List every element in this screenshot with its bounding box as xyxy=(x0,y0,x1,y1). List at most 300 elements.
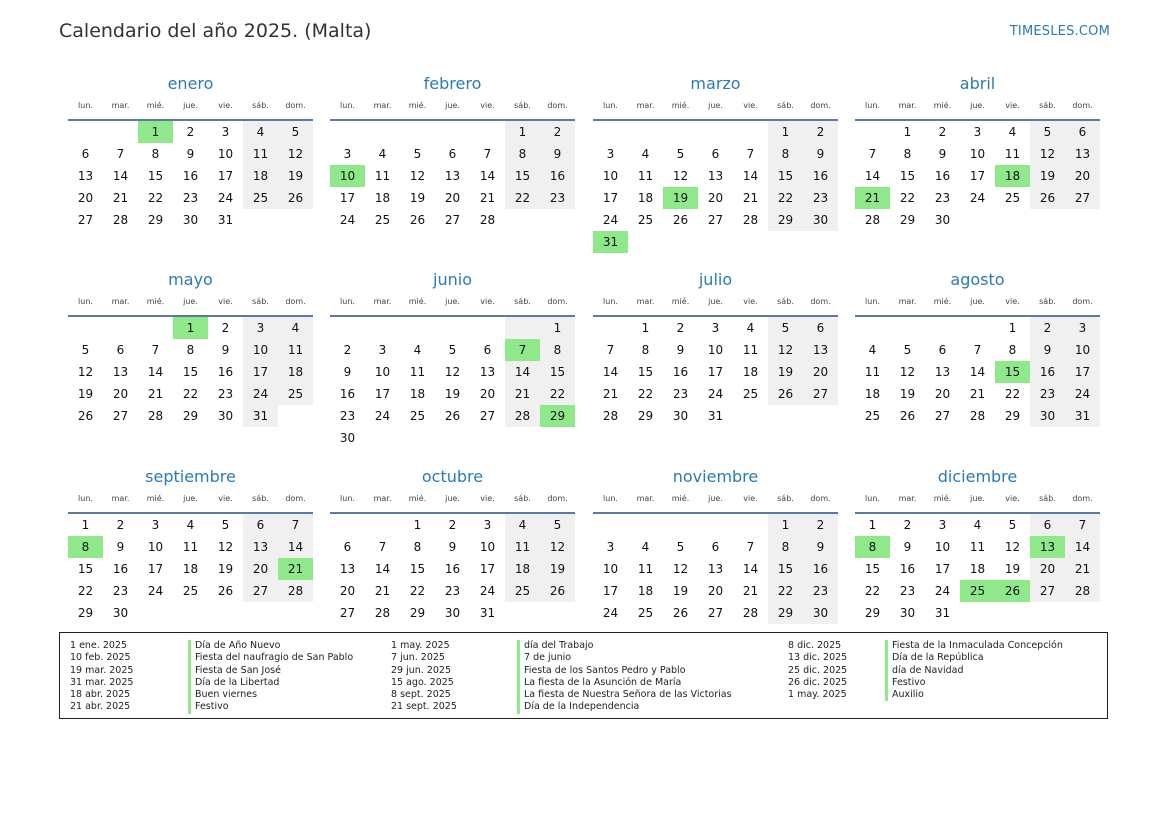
calendar-day: 13 xyxy=(339,562,356,576)
calendar-day: 5 xyxy=(540,514,575,536)
calendar-day: 3 xyxy=(711,321,720,335)
calendar-day: 12 xyxy=(540,536,575,558)
weekday-label: mié. xyxy=(146,101,165,110)
calendar-day: 24 xyxy=(374,409,391,423)
weekday-header xyxy=(330,491,575,507)
weekday-label: vie. xyxy=(218,297,233,306)
weekday-label: lun. xyxy=(78,101,93,110)
calendar-day: 23 xyxy=(112,584,129,598)
calendar-day: 2 xyxy=(938,125,947,139)
weekday-label: sáb. xyxy=(514,297,531,306)
calendar-day: 22 xyxy=(147,191,164,205)
weekday-label: lun. xyxy=(603,101,618,110)
month-diciembre xyxy=(855,467,1100,624)
empty-day-cell xyxy=(278,405,313,427)
holiday-name: Día de la República xyxy=(885,652,984,664)
calendar-day: 16 xyxy=(1030,361,1065,383)
weekday-label: mié. xyxy=(671,494,690,503)
empty-day-cell xyxy=(890,317,925,339)
calendar-day: 26 xyxy=(278,187,313,209)
calendar-day: 22 xyxy=(637,387,654,401)
calendar-day: 5 xyxy=(676,147,685,161)
calendar-day: 4 xyxy=(278,317,313,339)
calendar-day: 5 xyxy=(448,343,457,357)
calendar-day: 11 xyxy=(505,536,540,558)
calendar-day: 16 xyxy=(339,387,356,401)
calendar-day: 14 xyxy=(742,562,759,576)
calendar-day: 8 xyxy=(855,536,890,558)
calendar-day: 30 xyxy=(182,213,199,227)
calendar-day: 8 xyxy=(903,147,912,161)
calendar-day: 12 xyxy=(444,365,461,379)
calendar-day: 7 xyxy=(483,147,492,161)
calendar-day: 4 xyxy=(378,147,387,161)
calendar-day: 18 xyxy=(278,361,313,383)
weekday-label: dom. xyxy=(285,494,306,503)
calendar-day: 7 xyxy=(1065,514,1100,536)
calendar-day: 26 xyxy=(77,409,94,423)
calendar-day: 12 xyxy=(899,365,916,379)
holiday-date: 19 mar. 2025 xyxy=(70,664,134,676)
calendar-day: 28 xyxy=(278,580,313,602)
empty-day-cell xyxy=(803,231,838,253)
calendar-day: 7 xyxy=(278,514,313,536)
calendar-day: 13 xyxy=(1065,143,1100,165)
weekday-label: mar. xyxy=(636,297,655,306)
weekday-header xyxy=(855,294,1100,310)
calendar-day: 12 xyxy=(672,562,689,576)
calendar-day: 10 xyxy=(217,147,234,161)
empty-day-cell xyxy=(593,121,628,143)
calendar-day: 27 xyxy=(1065,187,1100,209)
calendar-day: 11 xyxy=(742,343,759,357)
calendar-day: 3 xyxy=(606,147,615,161)
calendar-day: 19 xyxy=(663,187,698,209)
calendar-day: 12 xyxy=(217,540,234,554)
empty-day-cell xyxy=(173,602,208,624)
weekday-label: dom. xyxy=(810,494,831,503)
empty-day-cell xyxy=(855,317,890,339)
calendar-day: 20 xyxy=(339,584,356,598)
calendar-day: 20 xyxy=(479,387,496,401)
calendar-day: 20 xyxy=(934,387,951,401)
holiday-date: 31 mar. 2025 xyxy=(70,676,134,688)
calendar-day: 11 xyxy=(243,143,278,165)
calendar-day: 6 xyxy=(448,147,457,161)
calendar-day: 24 xyxy=(147,584,164,598)
brand-link[interactable]: TIMESLES.COM xyxy=(1009,24,1110,39)
weekday-label: vie. xyxy=(480,494,495,503)
weekday-label: mar. xyxy=(898,101,917,110)
weekday-label: vie. xyxy=(218,494,233,503)
calendar-day: 1 xyxy=(81,518,90,532)
calendar-day: 19 xyxy=(672,584,689,598)
calendar-day: 13 xyxy=(479,365,496,379)
calendar-day: 20 xyxy=(803,361,838,383)
empty-day-cell xyxy=(400,427,435,449)
calendar-day: 8 xyxy=(1008,343,1017,357)
empty-day-cell xyxy=(208,602,243,624)
calendar-day: 16 xyxy=(803,165,838,187)
empty-day-cell xyxy=(505,602,540,624)
empty-day-cell xyxy=(505,209,540,231)
calendar-day: 18 xyxy=(637,584,654,598)
month-julio xyxy=(593,270,838,427)
calendar-day: 22 xyxy=(540,383,575,405)
calendar-day: 4 xyxy=(1008,125,1017,139)
calendar-day: 19 xyxy=(540,558,575,580)
calendar-day: 7 xyxy=(606,343,615,357)
calendar-day: 13 xyxy=(707,562,724,576)
empty-day-cell xyxy=(698,231,733,253)
calendar-day: 4 xyxy=(243,121,278,143)
holiday-date: 26 dic. 2025 xyxy=(788,676,848,688)
calendar-day: 16 xyxy=(444,562,461,576)
weekday-label: dom. xyxy=(547,101,568,110)
calendar-day: 29 xyxy=(768,209,803,231)
weekday-label: mar. xyxy=(636,494,655,503)
calendar-day: 31 xyxy=(593,231,628,253)
holiday-name: 7 de junio xyxy=(517,652,571,664)
calendar-day: 28 xyxy=(505,405,540,427)
calendar-day: 24 xyxy=(339,213,356,227)
calendar-day: 11 xyxy=(278,339,313,361)
holiday-date: 8 sept. 2025 xyxy=(391,689,451,701)
calendar-day: 17 xyxy=(602,191,619,205)
weekday-label: jue. xyxy=(970,297,985,306)
calendar-day: 1 xyxy=(768,514,803,536)
calendar-day: 13 xyxy=(1030,536,1065,558)
calendar-day: 10 xyxy=(602,562,619,576)
calendar-day: 11 xyxy=(182,540,199,554)
calendar-day: 5 xyxy=(1008,518,1017,532)
calendar-day: 15 xyxy=(768,558,803,580)
calendar-day: 28 xyxy=(1065,580,1100,602)
holiday-name: Festivo xyxy=(885,677,926,689)
empty-day-cell xyxy=(663,121,698,143)
weekday-label: dom. xyxy=(1072,494,1093,503)
calendar-day: 6 xyxy=(938,343,947,357)
weekday-label: vie. xyxy=(480,101,495,110)
calendar-day: 1 xyxy=(903,125,912,139)
empty-day-cell xyxy=(960,209,995,231)
calendar-day: 26 xyxy=(444,409,461,423)
empty-day-cell xyxy=(1030,602,1065,624)
weekday-header xyxy=(330,98,575,114)
empty-day-cell xyxy=(768,405,803,427)
calendar-day: 2 xyxy=(186,125,195,139)
calendar-day: 14 xyxy=(742,169,759,183)
empty-day-cell xyxy=(698,514,733,536)
empty-day-cell xyxy=(995,209,1030,231)
calendar-day: 14 xyxy=(479,169,496,183)
weekday-label: lun. xyxy=(603,297,618,306)
empty-day-cell xyxy=(470,317,505,339)
holiday-name: La fiesta de la Asunción de María xyxy=(517,677,681,689)
calendar-day: 23 xyxy=(672,387,689,401)
day-grid xyxy=(68,514,313,624)
calendar-day: 8 xyxy=(413,540,422,554)
empty-day-cell xyxy=(663,514,698,536)
holiday-date: 10 feb. 2025 xyxy=(70,652,131,664)
holiday-name: Día de Año Nuevo xyxy=(188,640,280,652)
empty-day-cell xyxy=(435,121,470,143)
calendar-day: 4 xyxy=(413,343,422,357)
month-febrero xyxy=(330,74,575,231)
empty-day-cell xyxy=(365,427,400,449)
calendar-day: 21 xyxy=(505,383,540,405)
weekday-label: mar. xyxy=(898,297,917,306)
empty-day-cell xyxy=(593,514,628,536)
calendar-day: 3 xyxy=(973,125,982,139)
calendar-day: 7 xyxy=(378,540,387,554)
calendar-day: 19 xyxy=(1030,165,1065,187)
weekday-label: mié. xyxy=(671,101,690,110)
empty-day-cell xyxy=(733,231,768,253)
month-noviembre xyxy=(593,467,838,624)
calendar-day: 25 xyxy=(637,213,654,227)
calendar-day: 14 xyxy=(147,365,164,379)
calendar-day: 23 xyxy=(217,387,234,401)
weekday-header xyxy=(68,98,313,114)
calendar-day: 28 xyxy=(864,213,881,227)
calendar-day: 27 xyxy=(112,409,129,423)
calendar-day: 18 xyxy=(742,365,759,379)
empty-day-cell xyxy=(68,121,103,143)
calendar-day: 21 xyxy=(742,584,759,598)
calendar-day: 29 xyxy=(768,602,803,624)
calendar-day: 10 xyxy=(707,343,724,357)
calendar-day: 12 xyxy=(672,169,689,183)
calendar-day: 7 xyxy=(746,540,755,554)
calendar-day: 5 xyxy=(1030,121,1065,143)
empty-day-cell xyxy=(278,209,313,231)
calendar-day: 27 xyxy=(479,409,496,423)
empty-day-cell xyxy=(103,317,138,339)
calendar-day: 26 xyxy=(217,584,234,598)
calendar-day: 17 xyxy=(243,361,278,383)
weekday-header xyxy=(593,294,838,310)
calendar-day: 27 xyxy=(444,213,461,227)
weekday-label: sáb. xyxy=(514,494,531,503)
calendar-day: 22 xyxy=(768,580,803,602)
weekday-label: jue. xyxy=(708,101,723,110)
calendar-day: 21 xyxy=(969,387,986,401)
empty-day-cell xyxy=(505,317,540,339)
weekday-label: vie. xyxy=(743,297,758,306)
calendar-day: 6 xyxy=(803,317,838,339)
calendar-day: 10 xyxy=(479,540,496,554)
calendar-day: 5 xyxy=(81,343,90,357)
holiday-date: 1 may. 2025 xyxy=(788,689,847,701)
calendar-day: 22 xyxy=(899,191,916,205)
calendar-day: 2 xyxy=(540,121,575,143)
calendar-day: 25 xyxy=(182,584,199,598)
weekday-label: mar. xyxy=(373,297,392,306)
calendar-day: 26 xyxy=(768,383,803,405)
calendar-day: 10 xyxy=(147,540,164,554)
calendar-day: 31 xyxy=(243,405,278,427)
month-name: octubre xyxy=(421,467,484,486)
calendar-day: 18 xyxy=(969,562,986,576)
month-name: mayo xyxy=(168,270,213,289)
weekday-label: mié. xyxy=(933,101,952,110)
month-abril xyxy=(855,74,1100,231)
calendar-day: 6 xyxy=(243,514,278,536)
calendar-day: 28 xyxy=(374,606,391,620)
calendar-day: 19 xyxy=(409,191,426,205)
page-title: Calendario del año 2025. (Malta) xyxy=(59,20,372,42)
weekday-label: vie. xyxy=(480,297,495,306)
weekday-label: lun. xyxy=(340,101,355,110)
calendar-day: 21 xyxy=(112,191,129,205)
calendar-day: 15 xyxy=(182,365,199,379)
weekday-label: mié. xyxy=(933,494,952,503)
calendar-day: 15 xyxy=(540,361,575,383)
empty-day-cell xyxy=(593,317,628,339)
calendar-day: 9 xyxy=(343,365,352,379)
calendar-day: 27 xyxy=(934,409,951,423)
empty-day-cell xyxy=(1030,209,1065,231)
month-name: noviembre xyxy=(672,467,759,486)
calendar-day: 9 xyxy=(186,147,195,161)
holiday-name: Fiesta del naufragio de San Pablo xyxy=(188,652,353,664)
calendar-day: 9 xyxy=(540,143,575,165)
weekday-label: sáb. xyxy=(777,297,794,306)
weekday-label: mié. xyxy=(408,494,427,503)
calendar-day: 14 xyxy=(1065,536,1100,558)
calendar-day: 16 xyxy=(217,365,234,379)
calendar-day: 22 xyxy=(409,584,426,598)
empty-day-cell xyxy=(698,121,733,143)
weekday-label: vie. xyxy=(218,101,233,110)
calendar-day: 30 xyxy=(934,213,951,227)
calendar-day: 17 xyxy=(602,584,619,598)
month-junio xyxy=(330,270,575,449)
calendar-day: 29 xyxy=(77,606,94,620)
calendar-day: 15 xyxy=(864,562,881,576)
calendar-day: 2 xyxy=(221,321,230,335)
day-grid xyxy=(330,514,575,624)
calendar-day: 18 xyxy=(182,562,199,576)
weekday-label: mié. xyxy=(146,297,165,306)
calendar-day: 21 xyxy=(278,558,313,580)
month-name: enero xyxy=(167,74,214,93)
holiday-date: 13 dic. 2025 xyxy=(788,652,848,664)
calendar-day: 28 xyxy=(112,213,129,227)
holiday-date: 21 abr. 2025 xyxy=(70,701,131,713)
holiday-name: día del Trabajo xyxy=(517,640,593,652)
empty-day-cell xyxy=(400,317,435,339)
weekday-label: lun. xyxy=(865,494,880,503)
calendar-day: 7 xyxy=(973,343,982,357)
calendar-day: 6 xyxy=(483,343,492,357)
day-grid xyxy=(68,121,313,231)
weekday-label: sáb. xyxy=(1039,101,1056,110)
calendar-day: 27 xyxy=(707,606,724,620)
calendar-day: 2 xyxy=(448,518,457,532)
weekday-label: jue. xyxy=(708,494,723,503)
calendar-day: 19 xyxy=(899,387,916,401)
calendar-day: 21 xyxy=(855,187,890,209)
weekday-label: mié. xyxy=(671,297,690,306)
calendar-day: 14 xyxy=(278,536,313,558)
calendar-day: 18 xyxy=(505,558,540,580)
calendar-day: 6 xyxy=(116,343,125,357)
calendar-day: 11 xyxy=(864,365,881,379)
weekday-label: vie. xyxy=(1005,494,1020,503)
calendar-day: 17 xyxy=(479,562,496,576)
holiday-name: La fiesta de Nuestra Señora de las Victorias xyxy=(517,689,732,701)
weekday-label: jue. xyxy=(183,101,198,110)
calendar-day: 28 xyxy=(969,409,986,423)
holiday-date: 25 dic. 2025 xyxy=(788,664,848,676)
calendar-day: 17 xyxy=(147,562,164,576)
calendar-day: 31 xyxy=(1065,405,1100,427)
empty-day-cell xyxy=(628,231,663,253)
calendar-day: 9 xyxy=(676,343,685,357)
calendar-day: 12 xyxy=(409,169,426,183)
calendar-day: 11 xyxy=(1004,147,1021,161)
calendar-day: 5 xyxy=(676,540,685,554)
weekday-label: sáb. xyxy=(1039,494,1056,503)
weekday-label: sáb. xyxy=(514,101,531,110)
calendar-day: 29 xyxy=(409,606,426,620)
day-grid xyxy=(855,317,1100,427)
calendar-day: 22 xyxy=(864,584,881,598)
calendar-day: 10 xyxy=(934,540,951,554)
calendar-day: 7 xyxy=(868,147,877,161)
calendar-day: 24 xyxy=(934,584,951,598)
calendar-day: 18 xyxy=(995,165,1030,187)
calendar-day: 1 xyxy=(413,518,422,532)
calendar-day: 1 xyxy=(505,121,540,143)
calendar-day: 27 xyxy=(707,213,724,227)
calendar-day: 6 xyxy=(343,540,352,554)
weekday-header xyxy=(593,491,838,507)
calendar-day: 26 xyxy=(672,606,689,620)
empty-day-cell xyxy=(540,209,575,231)
empty-day-cell xyxy=(138,602,173,624)
calendar-day: 2 xyxy=(1030,317,1065,339)
calendar-day: 10 xyxy=(602,169,619,183)
calendar-day: 22 xyxy=(1004,387,1021,401)
calendar-day: 4 xyxy=(641,147,650,161)
calendar-day: 5 xyxy=(768,317,803,339)
empty-day-cell xyxy=(138,317,173,339)
calendar-day: 19 xyxy=(77,387,94,401)
calendar-day: 1 xyxy=(1008,321,1017,335)
calendar-day: 30 xyxy=(803,209,838,231)
calendar-day: 27 xyxy=(1030,580,1065,602)
empty-day-cell xyxy=(1065,602,1100,624)
month-name: junio xyxy=(433,270,472,289)
weekday-label: sáb. xyxy=(777,494,794,503)
calendar-day: 2 xyxy=(676,321,685,335)
holiday-name: Fiesta de la Inmaculada Concepción xyxy=(885,640,1063,652)
day-grid xyxy=(68,317,313,427)
weekday-label: mar. xyxy=(373,101,392,110)
calendar-day: 6 xyxy=(81,147,90,161)
weekday-label: lun. xyxy=(340,494,355,503)
weekday-label: mar. xyxy=(373,494,392,503)
calendar-day: 4 xyxy=(868,343,877,357)
calendar-day: 28 xyxy=(742,606,759,620)
empty-day-cell xyxy=(278,602,313,624)
weekday-label: dom. xyxy=(1072,101,1093,110)
calendar-day: 18 xyxy=(637,191,654,205)
calendar-day: 5 xyxy=(278,121,313,143)
